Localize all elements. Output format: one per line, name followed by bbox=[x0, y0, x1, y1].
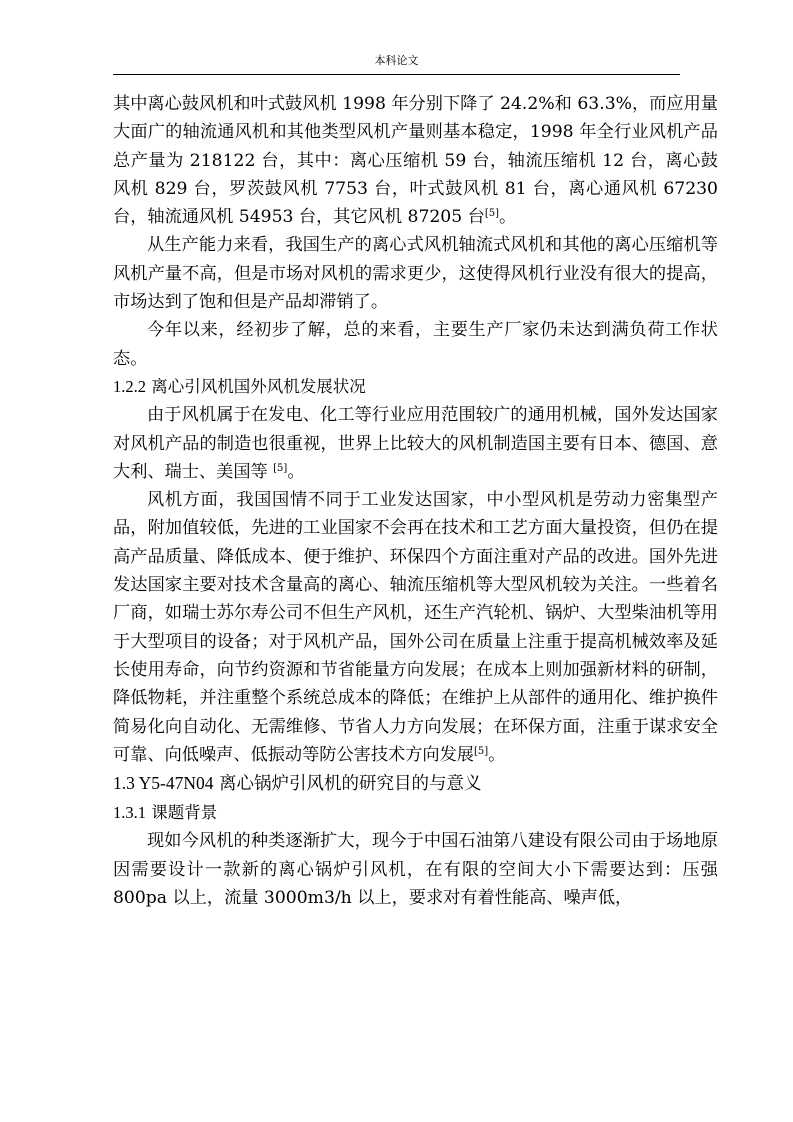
section-heading-1-3-1 bbox=[113, 799, 718, 827]
header-title: 本科论文 bbox=[374, 54, 419, 67]
paragraph-statistics bbox=[113, 90, 718, 231]
heading-text: 离心引风机国外风机发展状况 bbox=[151, 376, 366, 396]
paragraph-end: 。 bbox=[499, 207, 517, 228]
citation-ref: [5] bbox=[484, 208, 500, 220]
heading-number: 1.3.1 bbox=[113, 803, 146, 823]
document-body bbox=[113, 90, 718, 912]
paragraph-status: 今年以来，经初步了解，总的来看，主要生产厂家仍未达到满负荷工作状态。 bbox=[113, 320, 718, 369]
paragraph-end: 。 bbox=[287, 461, 305, 482]
heading-text: 离心锅炉引风机的研究目的与意义 bbox=[219, 774, 482, 795]
heading-text: 课题背景 bbox=[151, 803, 218, 823]
paragraph-background: 现如今风机的种类逐渐扩大，现今于中国石油第八建设有限公司由于场地原因需要设计一款新的离心锅炉引风机，在有限的空间大小下需要达到：压强 800pa 以上，流量 3000m3/h 以上，要求对有着性能高、噪声低， bbox=[113, 831, 718, 909]
paragraph-statistics-text: 其中离心鼓风机和叶式鼓风机 1998 年分别下降了 24.2%和 63.3%，而应用量大面广的轴流通风机和其他类型风机产量则基本稳定，1998 年全行业风机产品总产量为 218122 台，其中：离心压缩机 59 台，轴流压缩机 12 台，离心鼓风机 829 台，罗茨鼓风机 7753 台，叶式鼓风机 81 台，离心通风机 67230 台，轴流通风机 54953 台，其它风机 87205 台 bbox=[113, 94, 718, 228]
page-header bbox=[113, 52, 680, 75]
section-heading-1-3 bbox=[113, 769, 718, 799]
paragraph-end: 。 bbox=[488, 744, 506, 765]
citation-ref: [5] bbox=[273, 462, 288, 474]
paragraph-fan-aspects-text: 风机方面，我国国情不同于工业发达国家，中小型风机是劳动力密集型产品，附加值较低，先进的工业国家不会再在技术和工艺方面大量投资，但仍在提高产品质量、降低成本、便于维护、环保四个方面注重对产品的改进。国外先进发达国家主要对技术含量高的离心、轴流压缩机等大型风机较为关注。一些着名厂商，如瑞士苏尔寿公司不但生产风机，还生产汽轮机、锅炉、大型柴油机等用于大型项目的设备；对于风机产品，国外公司在质量上注重于提高机械效率及延长使用寿命，向节约资源和节省能量方向发展；在成本上则加强新材料的研制，降低物耗，并注重整个系统总成本的降低；在维护上从部件的通用化、维护换件简易化向自动化、无需维修、节省人力方向发展；在环保方面，注重于谋求安全可靠、向低噪声、低振动等防公害技术方向发展 bbox=[113, 490, 718, 765]
paragraph-fan-aspects bbox=[113, 486, 718, 769]
heading-number: 1.2.2 bbox=[113, 376, 146, 396]
paragraph-capacity: 从生产能力来看，我国生产的离心式风机轴流式风机和其他的离心压缩机等风机产量不高，但是市场对风机的需求更少，这使得风机行业没有很大的提高，市场达到了饱和但是产品却滞销了。 bbox=[113, 235, 718, 313]
heading-number: 1.3 Y5-47N04 bbox=[113, 773, 214, 794]
paragraph-foreign bbox=[113, 401, 718, 486]
paragraph-foreign-text: 由于风机属于在发电、化工等行业应用范围较广的通用机械，国外发达国家对风机产品的制造也很重视，世界上比较大的风机制造国主要有日本、德国、意大利、瑞士、美国等 bbox=[113, 405, 718, 482]
citation-ref: [5] bbox=[473, 745, 489, 757]
section-heading-1-2-2 bbox=[113, 373, 718, 401]
